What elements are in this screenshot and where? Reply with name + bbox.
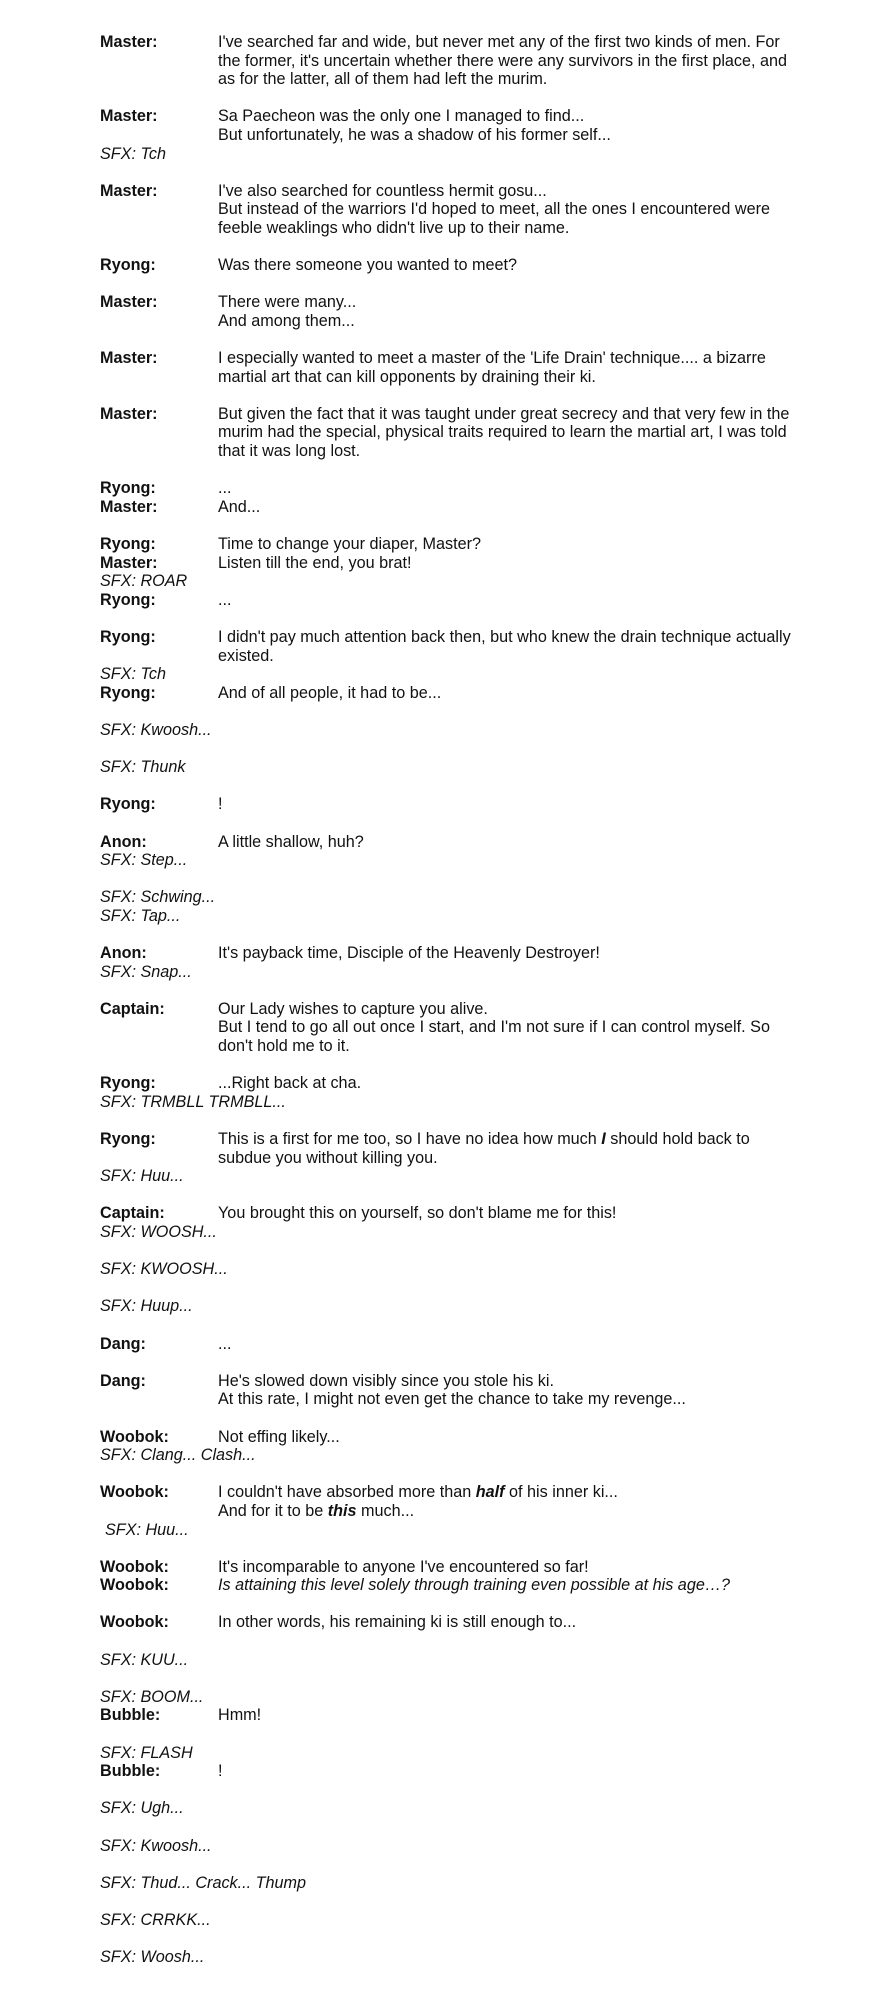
dialogue-text	[218, 349, 793, 386]
dialogue-entry	[100, 1335, 800, 1354]
speaker-name: Master:	[100, 349, 158, 368]
sfx-line: SFX: KUU...	[100, 1650, 189, 1669]
speaker-name: Ryong:	[100, 479, 156, 498]
sfx-line: SFX: Kwoosh...	[100, 720, 212, 739]
dialogue-entry	[100, 182, 800, 238]
dialogue-entry	[100, 944, 800, 963]
dialogue-line: At this rate, I might not even get the chance to take my revenge...	[218, 1390, 686, 1409]
dialogue-line: But instead of the warriors I'd hoped to meet, all the ones I encountered were feeble weaklings who didn't live up to their name.	[218, 200, 770, 237]
dialogue-line	[218, 1130, 793, 1167]
sfx-line: SFX: Thunk	[100, 758, 186, 777]
dialogue-text	[218, 1372, 793, 1409]
dialogue-text	[218, 1483, 793, 1520]
blank-spacer	[100, 981, 800, 1000]
dialogue-entry	[100, 293, 800, 330]
dialogue-text	[218, 591, 793, 610]
speaker-name: Master:	[100, 497, 158, 516]
blank-spacer	[100, 609, 800, 628]
blank-spacer	[100, 1725, 800, 1744]
dialogue-entry	[100, 833, 800, 852]
blank-spacer	[100, 516, 800, 535]
dialogue-entry	[100, 1130, 800, 1167]
dialogue-line: There were many...	[218, 293, 357, 312]
blank-spacer	[100, 461, 800, 480]
dialogue-text	[218, 1204, 793, 1223]
dialogue-line: And among them...	[218, 311, 355, 330]
text-segment: much...	[356, 1501, 415, 1520]
dialogue-line	[218, 1502, 793, 1521]
dialogue-text	[218, 293, 793, 330]
sfx-line: SFX: BOOM...	[100, 1687, 204, 1706]
dialogue-line: Not effing likely...	[218, 1427, 340, 1446]
dialogue-text	[218, 1613, 793, 1632]
speaker-name: Ryong:	[100, 590, 156, 609]
dialogue-entry	[100, 1558, 800, 1577]
emphasis-text: half	[475, 1483, 505, 1502]
dialogue-line: It's incomparable to anyone I've encountered so far!	[218, 1557, 589, 1576]
blank-spacer	[100, 1409, 800, 1428]
text-segment: of his inner ki...	[504, 1483, 618, 1502]
dialogue-line: I didn't pay much attention back then, but who knew the drain technique actually existed.	[218, 628, 791, 665]
blank-spacer	[100, 1632, 800, 1651]
text-segment: This is a first for me too, so I have no idea how much	[218, 1130, 602, 1149]
dialogue-text	[218, 1130, 793, 1167]
blank-spacer	[100, 1056, 800, 1075]
blank-spacer	[100, 1465, 800, 1484]
dialogue-entry	[100, 1074, 800, 1093]
dialogue-entry	[100, 1706, 800, 1725]
text-segment: should hold back to subdue you without killing you.	[218, 1130, 750, 1167]
dialogue-text	[218, 535, 793, 554]
sfx-line: SFX: Huup...	[100, 1297, 193, 1316]
script-document	[100, 33, 800, 1967]
dialogue-line: Hmm!	[218, 1706, 262, 1725]
blank-spacer	[100, 1242, 800, 1261]
dialogue-line: ...	[218, 1334, 232, 1353]
speaker-name: Master:	[100, 33, 158, 51]
dialogue-text	[218, 256, 793, 275]
dialogue-line: You brought this on yourself, so don't blame me for this!	[218, 1204, 617, 1223]
speaker-name: Ryong:	[100, 795, 156, 814]
sfx-line: SFX: Ugh...	[100, 1799, 184, 1818]
blank-spacer	[100, 1892, 800, 1911]
sfx-line: SFX: Schwing...	[100, 888, 216, 907]
dialogue-text	[218, 554, 793, 573]
blank-spacer	[100, 1669, 800, 1688]
speaker-name: Bubble:	[100, 1762, 161, 1781]
dialogue-entry	[100, 498, 800, 517]
dialogue-line: But unfortunately, he was a shadow of his former self...	[218, 125, 611, 144]
speaker-name: Woobok:	[100, 1576, 169, 1595]
sfx-line: SFX: CRRKK...	[100, 1910, 211, 1929]
sfx-line: SFX: Thud... Crack... Thump	[100, 1873, 307, 1892]
speaker-name: Woobok:	[100, 1483, 169, 1502]
dialogue-text	[218, 833, 793, 852]
dialogue-entry	[100, 405, 800, 461]
speaker-name: Woobok:	[100, 1613, 169, 1632]
blank-spacer	[100, 1111, 800, 1130]
sfx-line: SFX: Tch	[100, 144, 166, 163]
dialogue-entry	[100, 479, 800, 498]
dialogue-entry	[100, 628, 800, 665]
sfx-line: SFX: Kwoosh...	[100, 1836, 212, 1855]
speaker-name: Captain:	[100, 1204, 165, 1223]
blank-spacer	[100, 275, 800, 294]
dialogue-text	[218, 182, 793, 238]
dialogue-line	[218, 1483, 793, 1502]
dialogue-entry	[100, 795, 800, 814]
dialogue-entry	[100, 1483, 800, 1520]
blank-spacer	[100, 331, 800, 350]
sfx-line: SFX: Tap...	[100, 906, 181, 925]
blank-spacer	[100, 1781, 800, 1800]
speaker-name: Master:	[100, 404, 158, 423]
speaker-name: Master:	[100, 293, 158, 312]
speaker-name: Ryong:	[100, 1074, 156, 1093]
blank-spacer	[100, 1539, 800, 1558]
dialogue-line: In other words, his remaining ki is still enough to...	[218, 1613, 577, 1632]
speaker-name: Anon:	[100, 944, 147, 963]
dialogue-entry	[100, 1613, 800, 1632]
dialogue-line: I've searched far and wide, but never met any of the first two kinds of men. For the former, it's uncertain whether there were any survivors in the first place, and as for the latter, all of them had left the murim.	[218, 33, 788, 89]
blank-spacer	[100, 1930, 800, 1949]
dialogue-line: !	[218, 1762, 223, 1781]
blank-spacer	[100, 238, 800, 257]
blank-spacer	[100, 1279, 800, 1298]
blank-spacer	[100, 1855, 800, 1874]
dialogue-line: But I tend to go all out once I start, and I'm not sure if I can control myself. So don't hold me to it.	[218, 1018, 770, 1056]
sfx-line: SFX: KWOOSH...	[100, 1260, 228, 1279]
dialogue-line: ...Right back at cha.	[218, 1074, 362, 1093]
dialogue-line: And...	[218, 497, 261, 516]
sfx-line: SFX: Huu...	[105, 1520, 189, 1539]
dialogue-text	[218, 1762, 793, 1781]
dialogue-text	[218, 684, 793, 703]
dialogue-text	[218, 1558, 793, 1577]
sfx-line: SFX: Step...	[100, 851, 188, 870]
dialogue-entry	[100, 107, 800, 144]
dialogue-line: Our Lady wishes to capture you alive.	[218, 999, 488, 1018]
dialogue-text	[218, 1335, 793, 1354]
dialogue-entry	[100, 684, 800, 703]
sfx-line: SFX: WOOSH...	[100, 1223, 217, 1241]
blank-spacer	[100, 777, 800, 796]
dialogue-line: Sa Paecheon was the only one I managed to find...	[218, 107, 585, 126]
dialogue-line: I especially wanted to meet a master of the 'Life Drain' technique.... a bizarre martial art that can kill opponents by draining their ki.	[218, 349, 766, 386]
blank-spacer	[100, 870, 800, 889]
dialogue-entry	[100, 33, 800, 89]
blank-spacer	[100, 740, 800, 759]
sfx-line: SFX: FLASH	[100, 1743, 193, 1762]
speaker-name: Ryong:	[100, 683, 156, 702]
blank-spacer	[100, 386, 800, 405]
dialogue-text	[218, 498, 793, 517]
dialogue-entry	[100, 1428, 800, 1447]
dialogue-entry	[100, 554, 800, 573]
blank-spacer	[100, 163, 800, 182]
dialogue-text	[218, 1074, 793, 1093]
speaker-name: Woobok:	[100, 1557, 169, 1576]
blank-spacer	[100, 1818, 800, 1837]
speaker-name: Ryong:	[100, 628, 156, 646]
emphasis-text: this	[327, 1501, 357, 1520]
blank-spacer	[100, 89, 800, 108]
dialogue-entry	[100, 349, 800, 386]
sfx-line: SFX: Clang... Clash...	[100, 1446, 256, 1465]
dialogue-text	[218, 1000, 793, 1056]
blank-spacer	[100, 1316, 800, 1335]
blank-spacer	[100, 814, 800, 833]
dialogue-line: A little shallow, huh?	[218, 832, 364, 851]
text-segment: Is attaining this level solely through training even possible at his age…?	[218, 1576, 731, 1595]
dialogue-text	[218, 1706, 793, 1725]
sfx-line: SFX: Woosh...	[100, 1948, 205, 1967]
emphasis-text: I	[601, 1130, 606, 1149]
dialogue-text	[218, 405, 793, 461]
speaker-name: Master:	[100, 107, 158, 126]
speaker-name: Ryong:	[100, 535, 156, 554]
dialogue-text	[218, 1428, 793, 1447]
dialogue-entry	[100, 1372, 800, 1409]
speaker-name: Dang:	[100, 1371, 146, 1390]
sfx-line: SFX: TRMBLL TRMBLL...	[100, 1092, 286, 1111]
dialogue-entry	[100, 1576, 800, 1595]
dialogue-text	[218, 944, 793, 963]
dialogue-entry	[100, 535, 800, 554]
dialogue-text	[218, 795, 793, 814]
dialogue-line	[218, 1576, 793, 1595]
dialogue-line: I've also searched for countless hermit gosu...	[218, 181, 547, 200]
text-segment: And for it to be	[218, 1501, 328, 1520]
speaker-name: Bubble:	[100, 1706, 161, 1725]
blank-spacer	[100, 702, 800, 721]
dialogue-line: Time to change your diaper, Master?	[218, 535, 482, 554]
blank-spacer	[100, 1186, 800, 1205]
blank-spacer	[100, 1595, 800, 1614]
dialogue-line: ...	[218, 590, 232, 609]
dialogue-line: And of all people, it had to be...	[218, 683, 442, 702]
blank-spacer	[100, 1353, 800, 1372]
speaker-name: Woobok:	[100, 1427, 169, 1446]
dialogue-text	[218, 1576, 793, 1595]
dialogue-line: ...	[218, 479, 232, 498]
speaker-name: Anon:	[100, 832, 147, 851]
dialogue-text	[218, 479, 793, 498]
dialogue-line: But given the fact that it was taught under great secrecy and that very few in the murim had the special, physical traits required to learn the martial art, I was told that it was long lost.	[218, 404, 790, 461]
dialogue-line: Was there someone you wanted to meet?	[218, 256, 518, 275]
blank-spacer	[100, 926, 800, 945]
speaker-name: Master:	[100, 553, 158, 572]
dialogue-text	[218, 628, 793, 665]
dialogue-line: He's slowed down visibly since you stole his ki.	[218, 1371, 554, 1390]
dialogue-entry	[100, 256, 800, 275]
dialogue-entry	[100, 1000, 800, 1056]
dialogue-text	[218, 33, 793, 89]
dialogue-line: !	[218, 795, 223, 814]
dialogue-entry	[100, 591, 800, 610]
sfx-line: SFX: Snap...	[100, 962, 192, 981]
speaker-name: Ryong:	[100, 1130, 156, 1149]
speaker-name: Dang:	[100, 1334, 146, 1353]
speaker-name: Master:	[100, 181, 158, 200]
speaker-name: Captain:	[100, 999, 165, 1018]
dialogue-entry	[100, 1762, 800, 1781]
dialogue-entry	[100, 1204, 800, 1223]
dialogue-line: Listen till the end, you brat!	[218, 553, 412, 572]
speaker-name: Ryong:	[100, 256, 156, 275]
dialogue-line: It's payback time, Disciple of the Heavenly Destroyer!	[218, 944, 600, 963]
sfx-line: SFX: Tch	[100, 665, 166, 684]
sfx-line: SFX: ROAR	[100, 572, 188, 591]
sfx-line: SFX: Huu...	[100, 1167, 184, 1186]
dialogue-text	[218, 107, 793, 144]
text-segment: I couldn't have absorbed more than	[218, 1483, 476, 1502]
